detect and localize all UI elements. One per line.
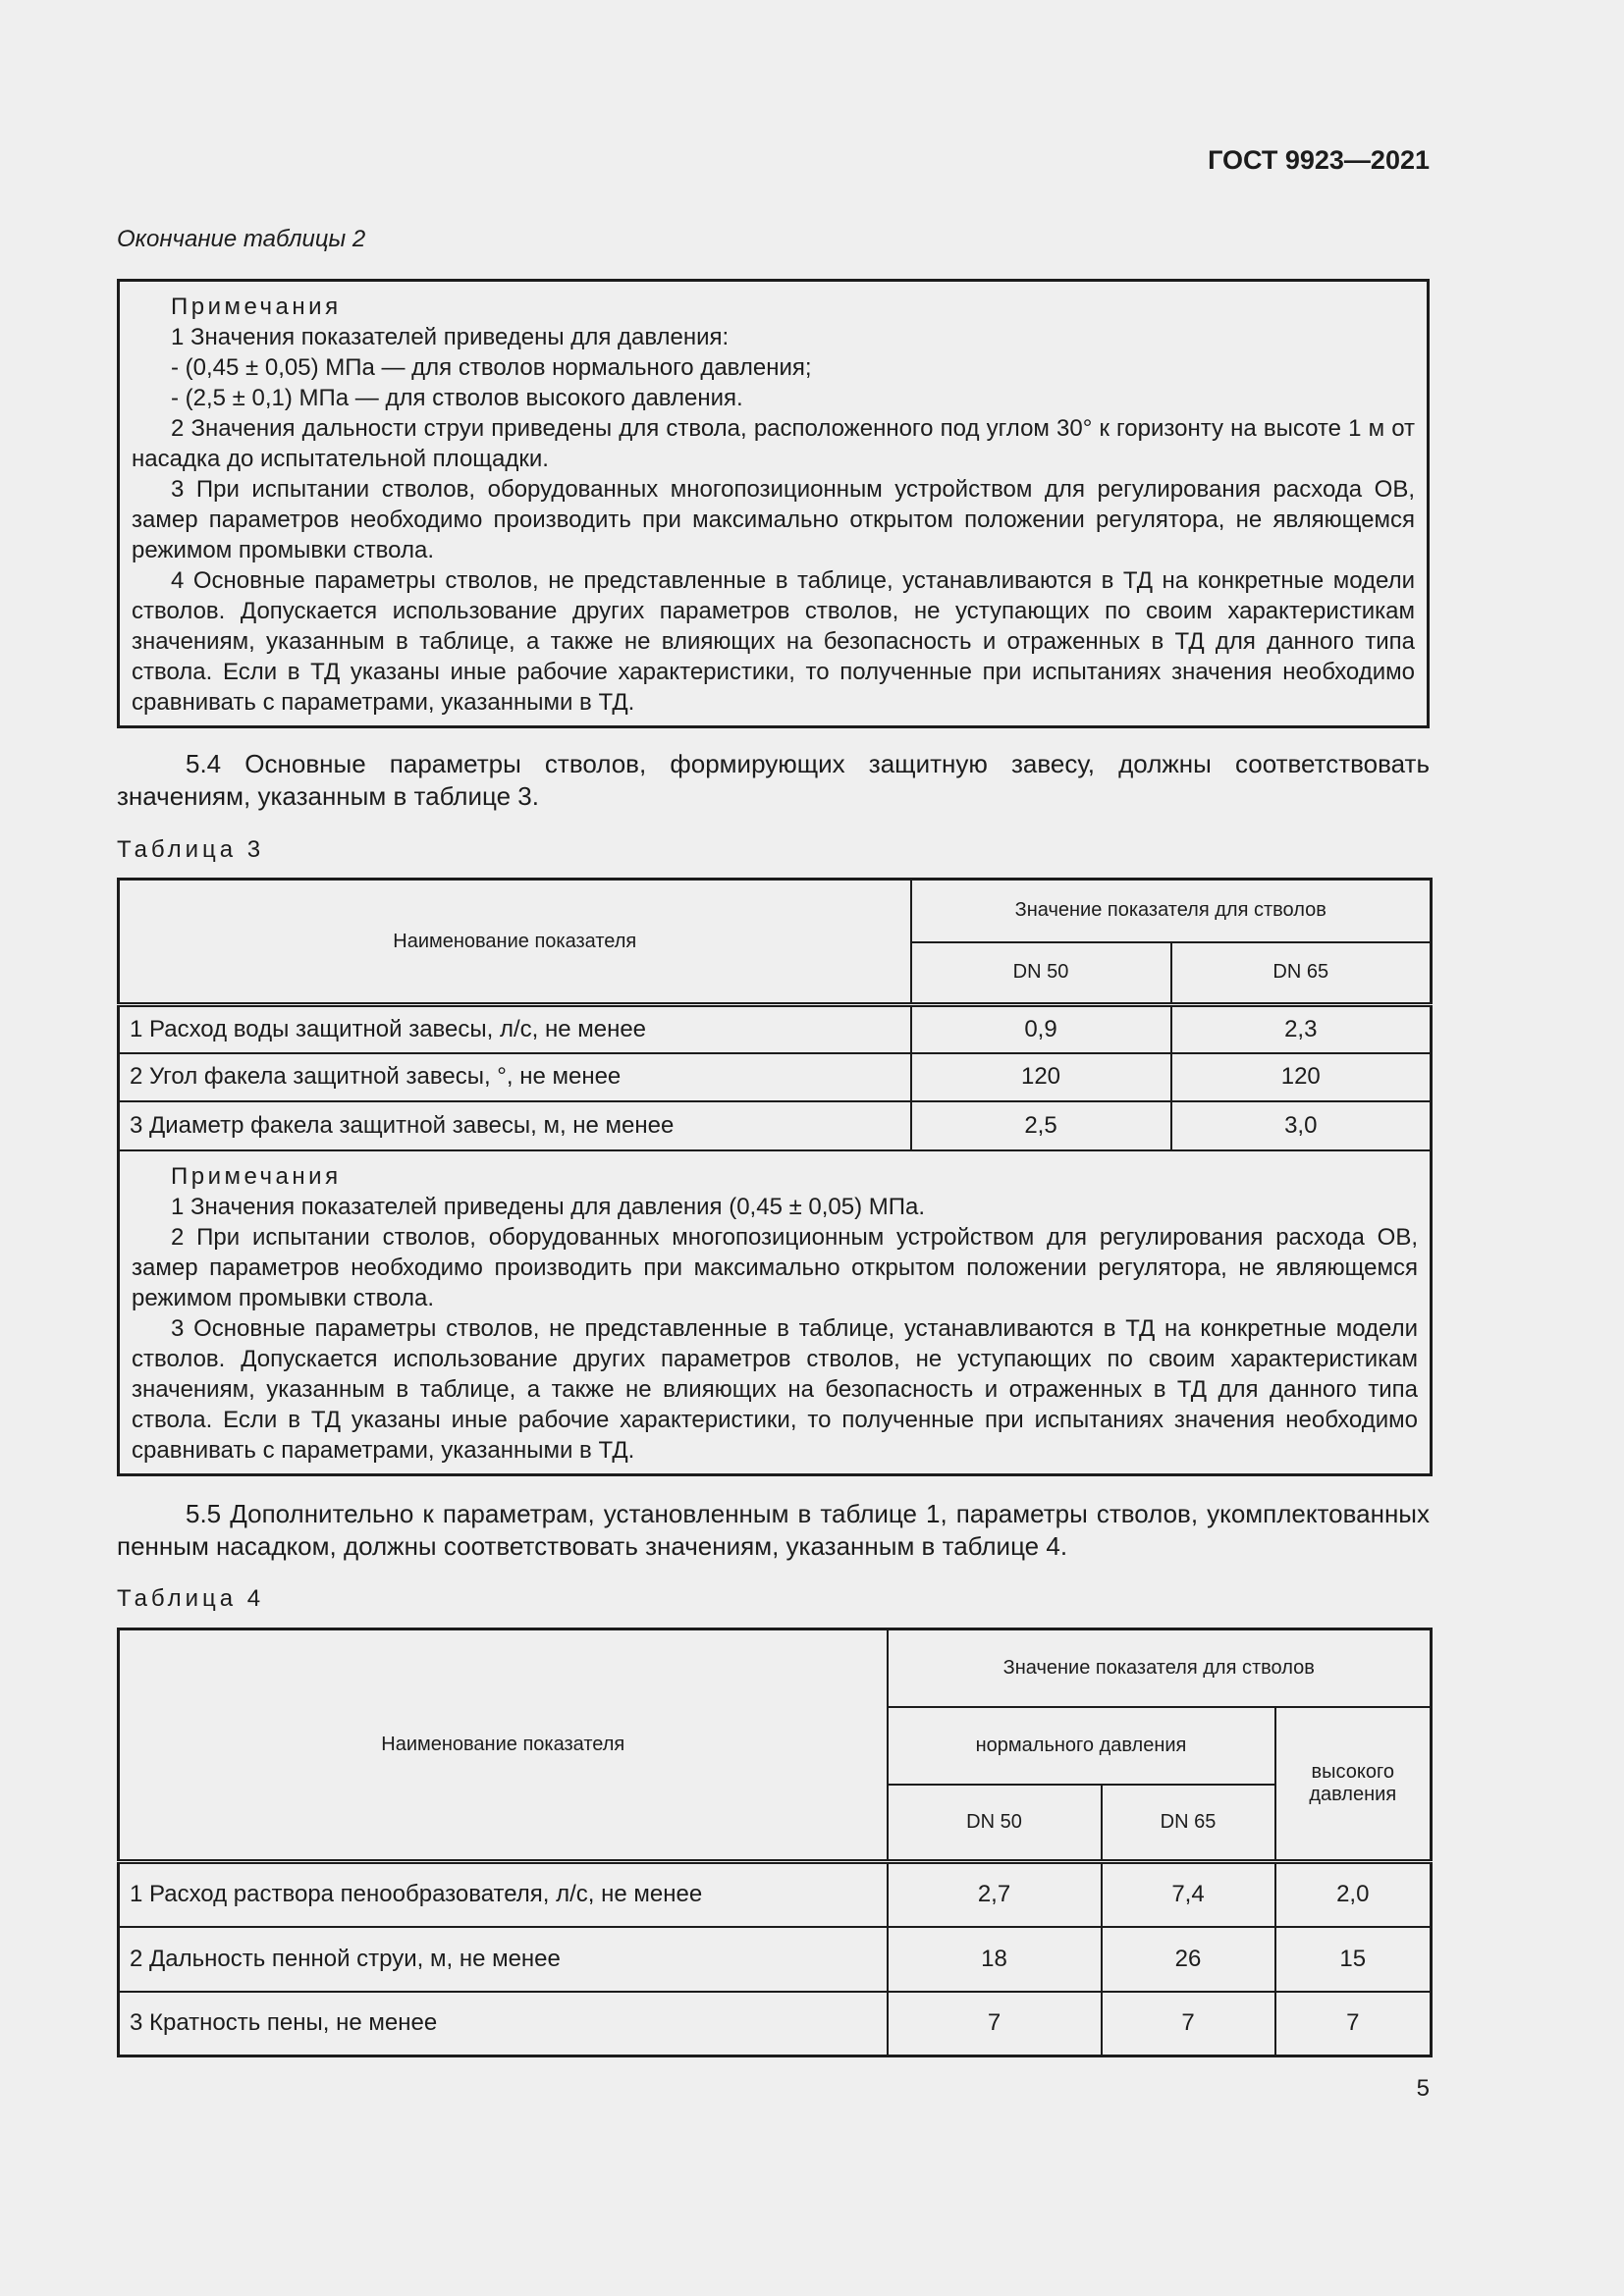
row-name: 1 Расход воды защитной завесы, л/с, не менее — [119, 1005, 911, 1053]
table3-notes-row — [119, 1150, 1432, 1475]
row-dn65: 7 — [1102, 1992, 1275, 2056]
row-dn50: 7 — [888, 1992, 1102, 2056]
row-dn65: 120 — [1171, 1053, 1432, 1101]
document-code: ГОСТ 9923—2021 — [1208, 145, 1430, 175]
note-item: 2 При испытании стволов, оборудованных многопозиционным устройством для регулирования расхода ОВ, замер параметров необходимо производить при максимально открытом положении регулятора, не являющемся режимом промывки ствола. — [132, 1223, 1418, 1311]
note-item: 3 При испытании стволов, оборудованных многопозиционным устройством для регулирования расхода ОВ, замер параметров необходимо производить при максимально открытом положении регулятора, не являющемся режимом промывки ствола. — [132, 476, 1415, 563]
table4 — [117, 1628, 1433, 2057]
notes-title: Примечания — [171, 294, 342, 320]
paragraph-5-5: 5.5 Дополнительно к параметрам, установленным в таблице 1, параметры стволов, укомплектованных пенным насадком, должны соответствовать значениям, указанным в таблице 4. — [117, 1499, 1430, 1561]
note-item: 2 Значения дальности струи приведены для ствола, расположенного под углом 30° к горизонту на высоте 1 м от насадка до испытательной площадки. — [132, 415, 1415, 472]
table-row — [119, 1101, 1432, 1150]
row-dn50: 18 — [888, 1927, 1102, 1992]
row-dn50: 2,5 — [911, 1101, 1171, 1150]
note-item: 3 Основные параметры стволов, не представленные в таблице, устанавливаются в ТД на конкретные модели стволов. Допускается использование других параметров стволов, не уступающих по своим характеристикам значениям, указанным в таблице, а также не влияющих на безопасность и отраженных в ТД для данного типа ствола. Если в ТД указаны иные рабочие характеристики, то полученные при испытаниях значения необходимо сравнивать с параметрами, указанными в ТД. — [132, 1314, 1418, 1464]
row-dn50: 120 — [911, 1053, 1171, 1101]
row-dn50: 2,7 — [888, 1862, 1102, 1927]
note-item: - (2,5 ± 0,1) МПа — для стволов высокого давления. — [171, 385, 743, 411]
table-row — [119, 1005, 1432, 1053]
notes-list — [132, 322, 1415, 718]
table3-col-group: Значение показателя для стволов — [911, 880, 1432, 942]
table-row — [119, 1862, 1432, 1927]
row-name: 3 Кратность пены, не менее — [119, 1992, 888, 2056]
row-dn65: 2,3 — [1171, 1005, 1432, 1053]
row-high: 15 — [1275, 1927, 1432, 1992]
note-item: 4 Основные параметры стволов, не представленные в таблице, устанавливаются в ТД на конкретные модели стволов. Допускается использование других параметров стволов, не уступающих по своим характеристикам значениям, указанным в таблице, а также не влияющих на безопасность и отраженных в ТД для данного типа ствола. Если в ТД указаны иные рабочие характеристики, то полученные при испытаниях значения необходимо сравнивать с параметрами, указанными в ТД. — [132, 567, 1415, 716]
table2-continuation-caption: Окончание таблицы 2 — [117, 226, 366, 252]
table3 — [117, 878, 1433, 1476]
table-row — [119, 1992, 1432, 2056]
table3-notes — [119, 1150, 1432, 1475]
note-item: - (0,45 ± 0,05) МПа — для стволов нормального давления; — [171, 354, 812, 381]
table3-col-dn65: DN 65 — [1171, 942, 1432, 1005]
table4-col-name: Наименование показателя — [119, 1629, 888, 1862]
row-name: 2 Дальность пенной струи, м, не менее — [119, 1927, 888, 1992]
table4-col-group: Значение показателя для стволов — [888, 1629, 1432, 1707]
row-high: 2,0 — [1275, 1862, 1432, 1927]
table3-col-name: Наименование показателя — [119, 880, 911, 1005]
row-dn65: 26 — [1102, 1927, 1275, 1992]
row-dn50: 0,9 — [911, 1005, 1171, 1053]
row-dn65: 3,0 — [1171, 1101, 1432, 1150]
row-name: 1 Расход раствора пенообразователя, л/с, не менее — [119, 1862, 888, 1927]
table3-col-dn50: DN 50 — [911, 942, 1171, 1005]
row-name: 2 Угол факела защитной завесы, °, не менее — [119, 1053, 911, 1101]
row-name: 3 Диаметр факела защитной завесы, м, не менее — [119, 1101, 911, 1150]
table4-col-dn65: DN 65 — [1102, 1785, 1275, 1862]
row-high: 7 — [1275, 1992, 1432, 2056]
row-dn65: 7,4 — [1102, 1862, 1275, 1927]
table4-caption: Таблица 4 — [117, 1585, 265, 1612]
table4-col-dn50: DN 50 — [888, 1785, 1102, 1862]
table3-caption: Таблица 3 — [117, 836, 265, 863]
table4-col-normal: нормального давления — [888, 1707, 1275, 1785]
table-row — [119, 1927, 1432, 1992]
note-item: 1 Значения показателей приведены для давления: — [171, 324, 730, 350]
notes-title: Примечания — [171, 1162, 342, 1190]
table2-notes — [117, 279, 1430, 728]
table4-col-high: высокого давления — [1275, 1707, 1432, 1862]
page-number: 5 — [1416, 2075, 1430, 2102]
note-item: 1 Значения показателей приведены для давления (0,45 ± 0,05) МПа. — [171, 1193, 926, 1220]
paragraph-5-4: 5.4 Основные параметры стволов, формирующих защитную завесу, должны соответствовать значениям, указанным в таблице 3. — [117, 749, 1430, 811]
table-row — [119, 1053, 1432, 1101]
